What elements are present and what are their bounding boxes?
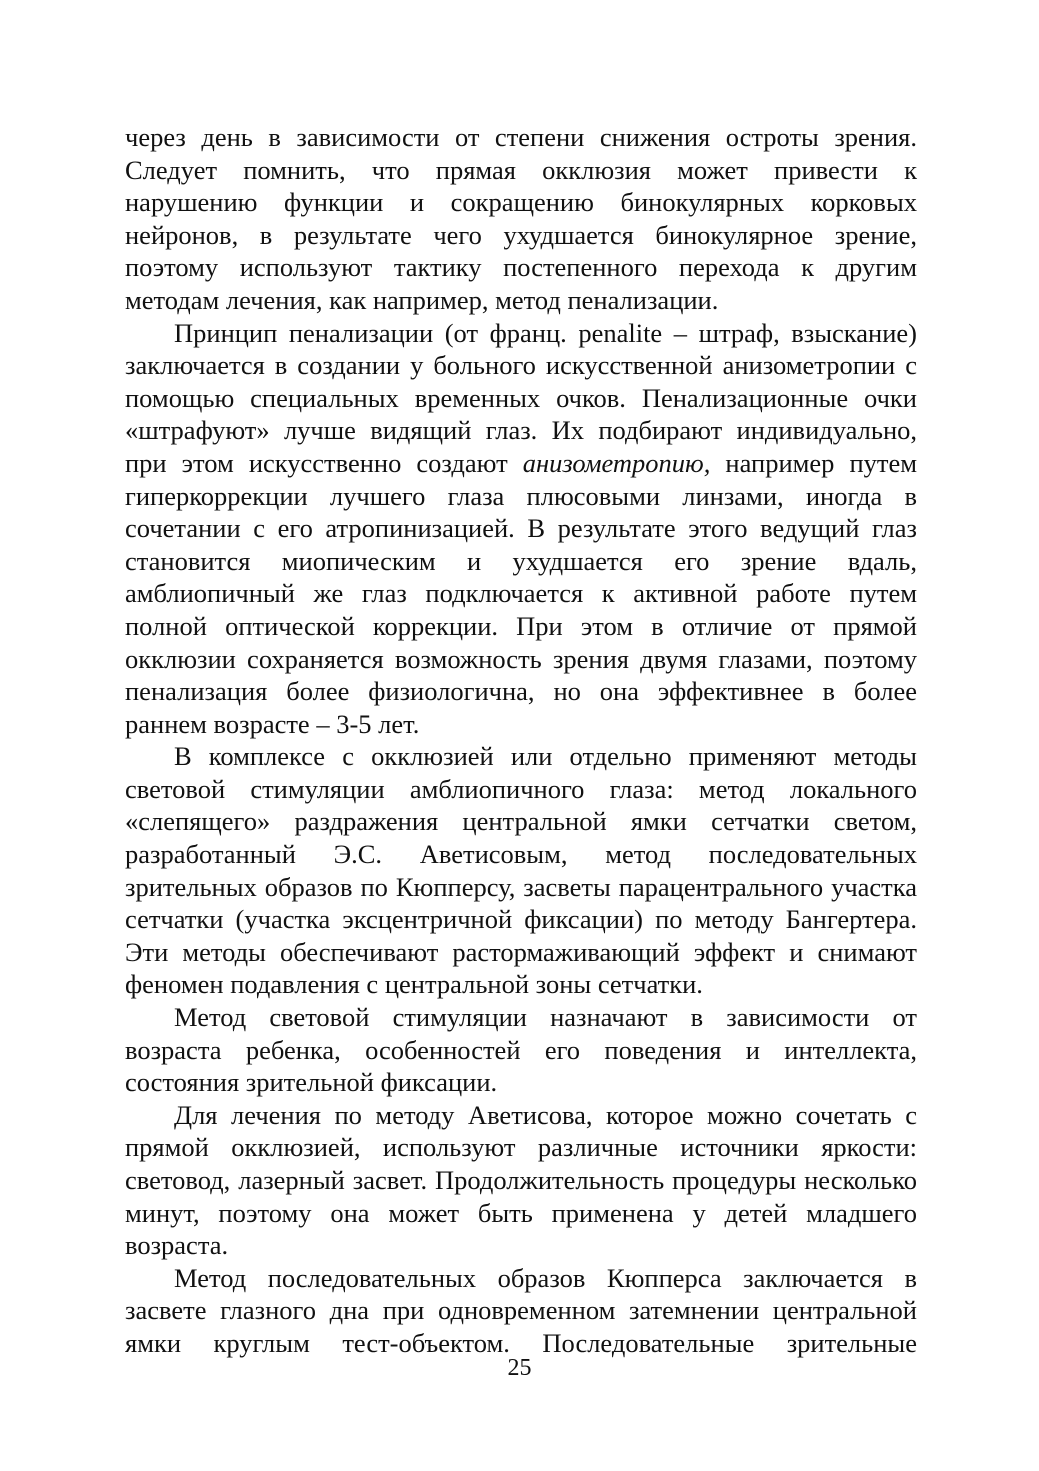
page-body [125,121,917,1360]
paragraph-5 [125,1099,917,1262]
paragraph-6-text: Метод последовательных образов Кюпперса заключается в засвете глазного дна при одновременном затемнении центральной ямки круглым тест-объектом. Последовательные зрительные [125,1262,917,1358]
paragraph-2-text-end: например путем гиперкоррекции лучшего глаза плюсовыми линзами, иногда в сочетании с его атропинизацией. В результате этого ведущий глаз становится миопическим и ухудшается его зрение вдаль, амблиопичный же глаз подключается к активной работе путем полной оптической коррекции. При этом в отличие от прямой окклюзии сохраняется возможность зрения двумя глазами, поэтому пенализация более физиологична, но она эффективнее в более раннем возрасте – 3-5 лет. [125,447,917,739]
page-number: 25 [507,1355,532,1381]
paragraph-6 [125,1262,917,1360]
paragraph-3 [125,740,917,1001]
paragraph-1 [125,121,917,317]
paragraph-1-text: через день в зависимости от степени снижения остроты зрения. Следует помнить, что прямая окклюзия может привести к нарушению функции и сокращению бинокулярных корковых нейронов, в результате чего ухудшается бинокулярное зрение, поэтому используют тактику постепенного перехода к другим методам лечения, как например, метод пенализации. [125,122,917,315]
paragraph-3-text: В комплексе с окклюзией или отдельно применяют методы световой стимуляции амблиопичного глаза: метод локального «слепящего» раздражения центральной ямки сетчатки светом, разработанный Э.С. Аветисовым, метод последовательных зрительных образов по Кюпперсу, засветы парацентрального участка сетчатки (участка эксцентричной фиксации) по методу Бангертера. Эти методы обеспечивают растормаживающий эффект и снимают феномен подавления с центральной зоны сетчатки. [125,741,917,1000]
paragraph-4 [125,1001,917,1099]
paragraph-5-text: Для лечения по методу Аветисова, которое можно сочетать с прямой окклюзией, используют различные источники яркости: световод, лазерный засвет. Продолжительность процедуры несколько минут, поэтому она может быть применена у детей младшего возраста. [125,1099,917,1261]
paragraph-2-italic-term: анизометропию, [522,447,711,478]
paragraph-2 [125,317,917,741]
paragraph-2-text-start: Принцип пенализации (от франц. penalite – штраф, взыскание) заключается в создании у больного искусственной анизометропии с помощью специальных временных очков. Пенализационные очки «штрафуют» лучше видящий глаз. Их подбирают индивидуально, при этом искусственно создают [125,317,917,478]
paragraph-4-text: Метод световой стимуляции назначают в зависимости от возраста ребенка, особенностей его поведения и интеллекта, состояния зрительной фиксации. [125,1002,917,1098]
